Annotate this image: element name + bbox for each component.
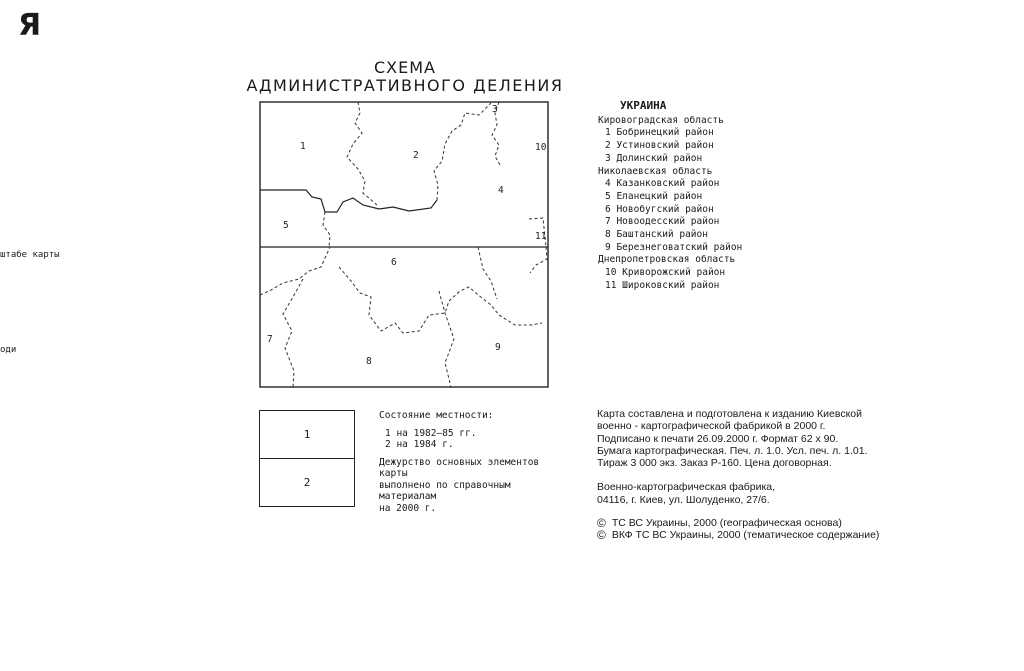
- terrain-state-note: [379, 410, 569, 514]
- district-label-10: 10: [535, 142, 547, 153]
- copyright-line-1: [597, 517, 879, 529]
- district-numbers: [267, 104, 547, 367]
- update-note-line: выполнено по справочным материалам: [379, 479, 511, 502]
- district-entry: 9 Березнеговатский район: [605, 241, 743, 253]
- district-label-6: 6: [391, 257, 397, 268]
- corner-letter: Я: [18, 8, 42, 43]
- schema-title-line2: АДМИНИСТРАТИВНОГО ДЕЛЕНИЯ: [246, 76, 564, 95]
- region-name: Кировоградская область: [598, 114, 724, 126]
- district-label-5: 5: [283, 220, 289, 231]
- terrain-state-heading: Состояние местности:: [379, 410, 494, 421]
- terrain-state-box-1: 1: [303, 428, 311, 441]
- district-entry: 2 Устиновский район: [605, 140, 714, 152]
- edge-fragment-1: штабе карты: [0, 250, 60, 260]
- imprint-line: Подписано к печати 26.09.2000 г. Формат 62 х 90.: [597, 432, 839, 445]
- district-label-9: 9: [495, 342, 501, 353]
- district-label-8: 8: [366, 356, 372, 367]
- legend-country: УКРАИНА: [620, 99, 667, 112]
- publication-imprint: [597, 408, 879, 542]
- copyright-text: ТС ВС Украины, 2000 (географическая основа): [611, 517, 842, 530]
- copyright-icon: ©: [597, 516, 606, 531]
- imprint-line: Бумага картографическая. Печ. л. 1.0. Усл. печ. л. 1.01.: [597, 444, 868, 457]
- copyright-icon: ©: [597, 528, 606, 543]
- imprint-line: Тираж 3 000 экз. Заказ Р-160. Цена договорная.: [597, 457, 832, 470]
- district-entry: 1 Бобринецкий район: [605, 127, 714, 139]
- district-entry: 6 Новобугский район: [605, 203, 714, 215]
- district-label-3: 3: [492, 104, 498, 115]
- district-label-7: 7: [267, 334, 273, 345]
- terrain-state-item: 1 на 1982–85 гг.: [385, 427, 477, 439]
- copyright-line-2: [597, 529, 879, 541]
- terrain-state-item: 2 на 1984 г.: [385, 439, 454, 450]
- factory-address: 04116, г. Киев, ул. Шолуденко, 27/6.: [597, 493, 770, 506]
- update-note-line: на 2000 г.: [379, 502, 437, 514]
- district-entry: 5 Еланецкий район: [605, 190, 703, 202]
- copyright-text: ВКФ ТС ВС Украины, 2000 (тематическое содержание): [611, 529, 880, 542]
- region-name: Днепропетровская область: [598, 254, 736, 266]
- district-label-1: 1: [300, 141, 306, 152]
- terrain-state-diagram: [259, 410, 355, 507]
- district-entry: 4 Казанковский район: [605, 178, 720, 190]
- district-entry: 11 Широковский район: [605, 279, 720, 291]
- district-entry: 3 Долинский район: [605, 152, 703, 164]
- update-note-line: Дежурство основных элементов карты: [379, 456, 540, 479]
- district-entry: 8 Баштанский район: [605, 229, 708, 241]
- admin-division-map: [259, 101, 550, 389]
- district-entry: 10 Криворожский район: [605, 267, 726, 279]
- edge-fragment-2: оди: [0, 345, 17, 355]
- region-name: Николаевская область: [598, 165, 713, 177]
- map-legend: [598, 100, 742, 293]
- district-entry: 7 Новоодесский район: [605, 216, 720, 228]
- district-label-4: 4: [498, 185, 504, 196]
- schema-title-line1: СХЕМА: [374, 58, 436, 77]
- terrain-state-box-2: 2: [260, 458, 354, 506]
- imprint-line: Карта составлена и подготовлена к изданию Киевской: [597, 408, 862, 420]
- district-label-2: 2: [413, 150, 419, 161]
- district-label-11: 11: [535, 231, 547, 242]
- imprint-line: военно - картографической фабрикой в 2000 г.: [597, 420, 826, 433]
- oblast-boundary-west: [260, 190, 437, 212]
- factory-name: Военно-картографическая фабрика,: [597, 481, 776, 494]
